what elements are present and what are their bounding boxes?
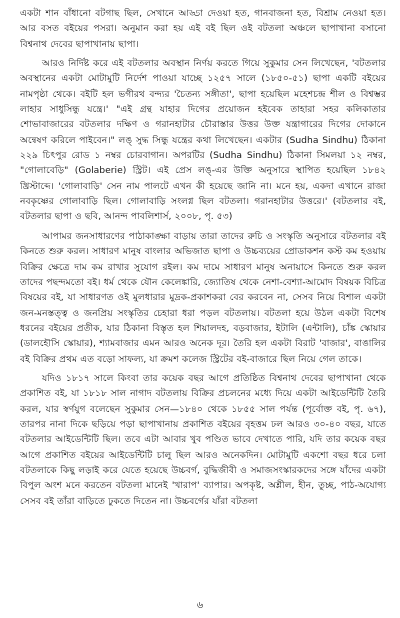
page-body	[20, 6, 386, 596]
paragraph-2: আরও নির্দিষ্ট করে এই বটতলার অবস্থান নির্ণয় করতে গিয়ে সুকুমার সেন লিখেছেন, 'বটতলার অবস্থানের একটা মোটামুটি নির্দেশ পাওয়া যাচ্ছে ১২৫৭ সালে (১৮৫০-৫১) ছাপা একটি বইয়ের নামপৃষ্ঠা থেকে। বইটি হল ভগীরথ বন্দ্যর 'চৈতন্য সঙ্গীতা', ছাপা হয়েছিল মহেশচন্দ্র শীল ও বিশ্বম্ভর লাহার সাধুসিন্ধু যন্ত্রে।' "এই গ্রন্থ যাহার দিগের প্রয়োজন হইবেক তাহারা সহর কলিকাতার শোভাবাজারের বটতলার দক্ষিণ ও গরানহাটার চৌরাস্তার উত্তর উক্ত যন্ত্রাগারের দিগের দোকানে অন্বেষণ করিলে পাইবেন।" লঙ্ সুদ্ধ সিন্ধু যন্ত্রের কথা লিখেছেন। একটার (Sudha Sindhu) ঠিকানা ২২৯ চিৎপুর রোড ১ নম্বর চোরবাগান। অপরটির (Sudha Sindhu) ঠিকানা সিমলয়া ১২ নম্বর, "গোলাবেড়ি" (Golaberie) স্ট্রিট। এই প্রেস লঙ্-এর উক্তি অনুসারে স্থাপিত হয়েছিল ১৮৪২ খ্রিস্টাব্দে। 'গোলাবাড়ি' সেন নাম পালটে এখন কী হয়েছে জানি না। মনে হয়, একদা এখানে রাজা নবকৃষ্ণের গোলাবাড়ি ছিল। গোলাবাড়ি সংলগ্ন ছিল বটতলা। গরানহাটার উত্তরে।' (বটতলার বই, বটতলার ছাপা ও ছবি, আনন্দ পাবলিশার্স, ২০০৮, পৃ. ৫৩)	[20, 58, 386, 223]
paragraph-4: যদিও ১৮১৭ সালে কিংবা তার কয়েক বছর আগে প্রতিষ্ঠিত বিশ্বনাথ দেবের ছাপাখানা থেকে প্রকাশিত বই, যা ১৮১৮ সাল নাগাদ বটতলায় বিক্রির প্রচলনের মধ্যে দিয়ে একটা আইডেন্টিটি তৈরি করল, যার স্বর্ণযুগ বলেছেন সুকুমার সেন—১৮৪০ থেকে ১৮৫৫ সাল পর্যন্ত (পূর্বোক্ত বই, পৃ. ৬৭), তারপর নানা দিকে ছড়িয়ে পড়া ছাপাখানায় প্রকাশিত বইয়ের বৃহত্তম ঢল আরও ৩০-৪০ বছর, যাতে বটতলার আইডেন্টিটি ছিল। তবে এটা আবার খুব পণ্ডিত ভাবে দেখাতে পারি, যদি তার কয়েক বছর আগে প্রকাশিত বইয়ের আইডেন্টিটি চালু ছিল আরও অনেকদিন। মোটামুটি একশো বছর ধরে চলা বটতলাকে কিছু লড়াই করে যেতে হয়েছে উচ্চবর্গ, বুদ্ধিজীবী ও সমাজসংস্কারকদের সঙ্গে যাঁদের একটা বিপুল অংশ মনে করতেন বটতলা মানেই 'খারাপ' ব্যাপার। অপকৃষ্ট, অশ্লীল, হীন, তুচ্ছ, পাঠ-অযোগ্য সেসব বই তাঁরা বাড়িতে ঢুকতে দিতেন না। উচ্চবর্গের যাঁরা বটতলা	[20, 372, 386, 507]
paragraph-3: আপামর জনসাধারণের পাঠাকাঙ্ক্ষা বাড়ায় তারা তাদের রুচি ও সংস্কৃতি অনুসারে বটতলার বই কিনতে শুরু করল। সাধারণ মানুষ বাংলার অভিজাত ছাপা ও উচ্চব্যয়ের প্রোডাকশন কস্ট কম হওয়ায় বিক্রির ক্ষেত্রে দাম কম রাখার সুযোগ রইল। কম দামে সাধারণ মানুষ অনায়াসে কিনতে শুরু করল তাদের পছন্দমতো বই। ধর্ম থেকে যৌন কেলেঙ্কারি, জ্যোতিষ থেকে নেশা-বেশ্যা-আমোদ বিষয়ক বিচিত্র বিষয়ের বই, যা সাধারণত ওই মুলধারার মুদ্রক-প্রকাশকরা বের করবেন না, সেসব নিয়ে বিশাল একটা জন-মনস্তত্ত্ব ও জনপ্রিয় সংস্কৃতির চেহারা ধরা পড়ল বটতলায়। বটতলা হয়ে উঠল একটা বিশেষ ধরনের বইয়ের প্রতীক, যার ঠিকানা বিস্তৃত হল শিয়ালদহ, বড়বাজার, ইটালি (এন্টালি), চাঁঙ্ক স্কোয়ার (ডালহৌসি স্কোয়ার), শ্যামবাজার এমন আরও অনেক দূর। তৈরি হল একটা বিরাট 'বাজার', বাঙালির বই বিক্রির প্রথম এত বড়ো সাফল্য, যা ক্রমশ কলেজ স্ট্রিটের বই-বাজারে ছিল নিয়ে গেল তাকে।	[20, 230, 386, 365]
page-number: ৬	[196, 600, 204, 611]
paragraph-1: একটা শান বাঁধানো বটগাছ ছিল, সেখানে আড্ডা দেওয়া হত, গানবাজনা হত, বিশ্রাম নেওয়া হত। আর বসত বইয়ের পসরা। অনুমান করা হয় এই বই ছিল ওই বটতলা অঞ্চলে ছাপাখানা বসানো বিশ্বনাথ দেবের ছাপাখানায় ছাপা।	[20, 8, 386, 50]
